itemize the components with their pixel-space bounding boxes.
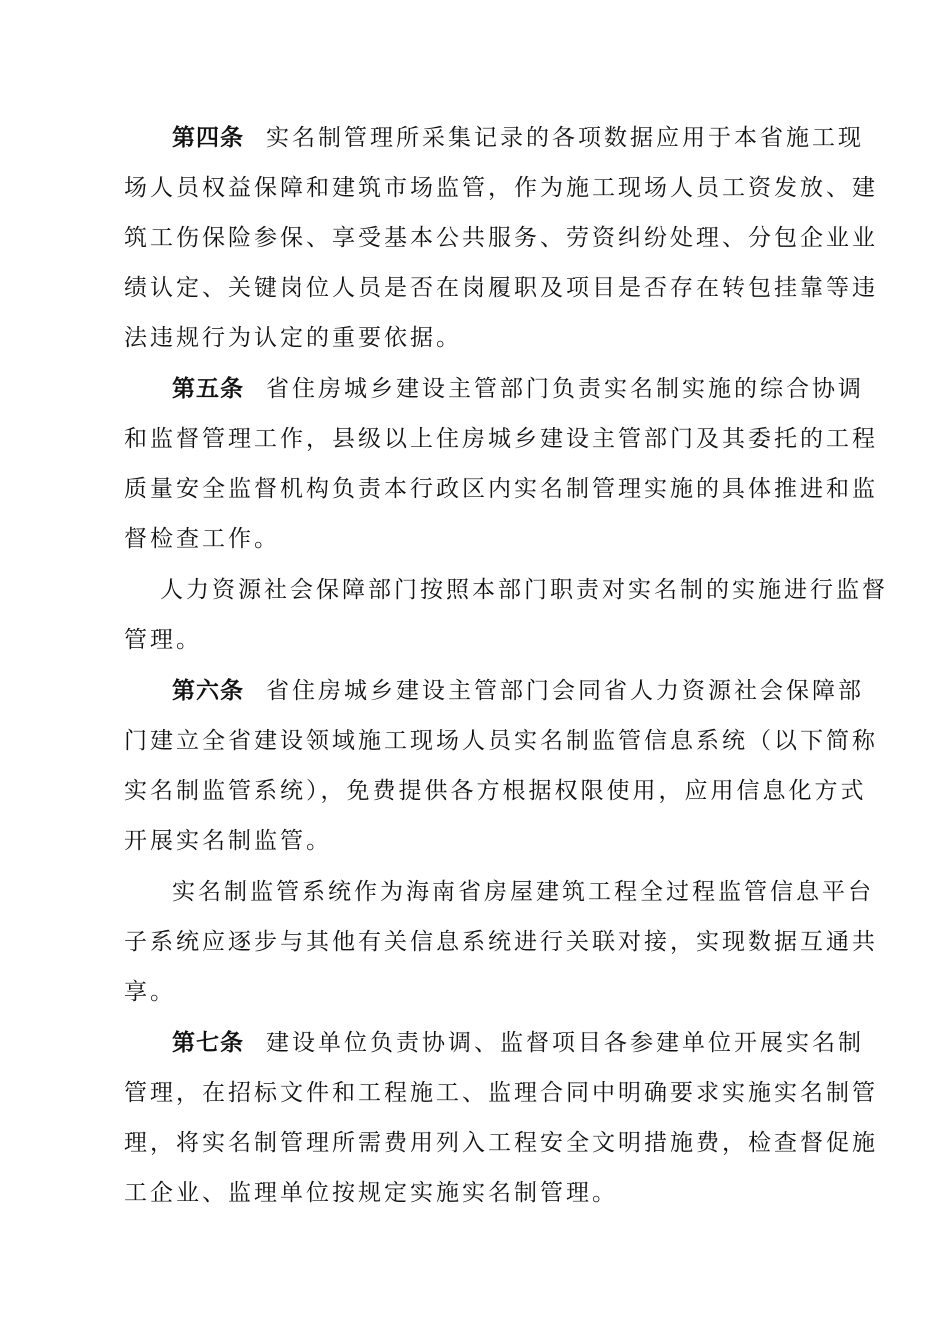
paragraph-line: 法违规行为认定的重要依据。 xyxy=(124,325,462,351)
paragraph-line: 绩认定、关键岗位人员是否在岗履职及项目是否存在转包挂靠等违 xyxy=(124,275,878,301)
paragraph-line xyxy=(124,113,864,163)
paragraph-line-text: 实名制管理所采集记录的各项数据应用于本省施工现 xyxy=(266,125,864,151)
paragraph-line: 享。 xyxy=(124,979,176,1005)
paragraph-line: 工企业、监理单位按规定实施实名制管理。 xyxy=(124,1180,618,1206)
document-body xyxy=(124,113,888,1219)
article-heading: 第五条 xyxy=(172,376,244,402)
paragraph-line: 理，将实名制管理所需费用列入工程安全文明措施费，检查督促施 xyxy=(124,1130,878,1156)
paragraph-line: 开展实名制监管。 xyxy=(124,828,332,854)
paragraph-line-text: 建设单位负责协调、监督项目各参建单位开展实名制 xyxy=(266,1030,864,1056)
system-paragraph xyxy=(124,867,878,1017)
article-6-paragraph xyxy=(124,666,878,866)
paragraph-line: 质量安全监督机构负责本行政区内实名制管理实施的具体推进和监 xyxy=(124,476,878,502)
paragraph-line: 门建立全省建设领域施工现场人员实名制监管信息系统（以下简称 xyxy=(124,728,878,754)
paragraph-line: 筑工伤保险参保、享受基本公共服务、劳资纠纷处理、分包企业业 xyxy=(124,225,878,251)
paragraph-line: 人力资源社会保障部门按照本部门职责对实名制的实施进行监督 xyxy=(160,577,888,603)
paragraph-line-text: 省住房城乡建设主管部门会同省人力资源社会保障部 xyxy=(266,678,864,704)
paragraph-line xyxy=(124,1018,864,1068)
paragraph-line: 实名制监管系统），免费提供各方根据权限使用，应用信息化方式 xyxy=(124,778,867,804)
hrss-paragraph xyxy=(124,565,888,665)
article-heading: 第六条 xyxy=(172,678,244,704)
paragraph-line xyxy=(124,364,864,414)
paragraph-line: 督检查工作。 xyxy=(124,526,280,552)
paragraph-line: 场人员权益保障和建筑市场监管，作为施工现场人员工资发放、建 xyxy=(124,175,878,201)
paragraph-line xyxy=(124,666,864,716)
article-heading: 第四条 xyxy=(172,125,244,151)
article-heading: 第七条 xyxy=(172,1030,244,1056)
article-7-paragraph xyxy=(124,1018,878,1218)
paragraph-line: 实名制监管系统作为海南省房屋建筑工程全过程监管信息平台 xyxy=(172,879,874,905)
article-5-paragraph xyxy=(124,364,878,564)
paragraph-line: 管理。 xyxy=(124,627,202,653)
article-4-paragraph xyxy=(124,113,878,363)
paragraph-line: 和监督管理工作，县级以上住房城乡建设主管部门及其委托的工程 xyxy=(124,426,878,452)
paragraph-line: 管理，在招标文件和工程施工、监理合同中明确要求实施实名制管 xyxy=(124,1080,878,1106)
paragraph-line: 子系统应逐步与其他有关信息系统进行关联对接，实现数据互通共 xyxy=(124,929,878,955)
paragraph-line-text: 省住房城乡建设主管部门负责实名制实施的综合协调 xyxy=(266,376,864,402)
